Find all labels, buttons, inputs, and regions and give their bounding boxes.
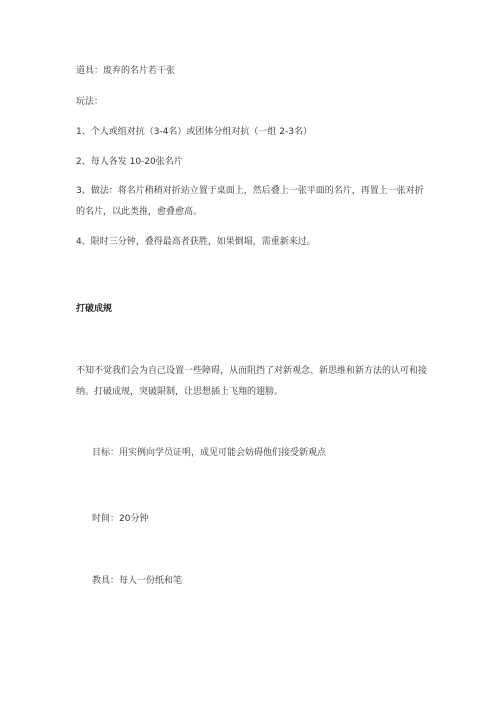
materials-line: 教具：每人一份纸和笔 [92,576,183,586]
section-intro: 不知不觉我们会为自己设置一些障碍，从而阻挡了对新观念、新思维和新方法的认可和接纳。打破成规，突破限制，让思想插上飞翔的翅膀。 [76,366,428,397]
section-title: 打破成规 [76,304,113,314]
rule-2: 2、每人各发 10-20张名片 [76,157,183,167]
props-line: 道具：废弃的名片若干张 [76,66,176,76]
time-line: 时间：20分钟 [92,514,149,524]
howto-label: 玩法： [76,97,104,107]
rule-1: 1、个人或组对抗（3-4名）或团体分组对抗（一组 2-3名） [76,127,312,137]
goal-line: 目标：用实例向学员证明，成见可能会妨碍他们接受新观点 [92,448,327,458]
rule-3: 3、做法：将名片稍稍对折站立置于桌面上，然后叠上一张平面的名片，再置上一张对折的名片，以此类推，愈叠愈高。 [76,186,424,217]
rule-4: 4、限时三分钟，叠得最高者获胜，如果倒塌，需重新来过。 [76,237,316,247]
